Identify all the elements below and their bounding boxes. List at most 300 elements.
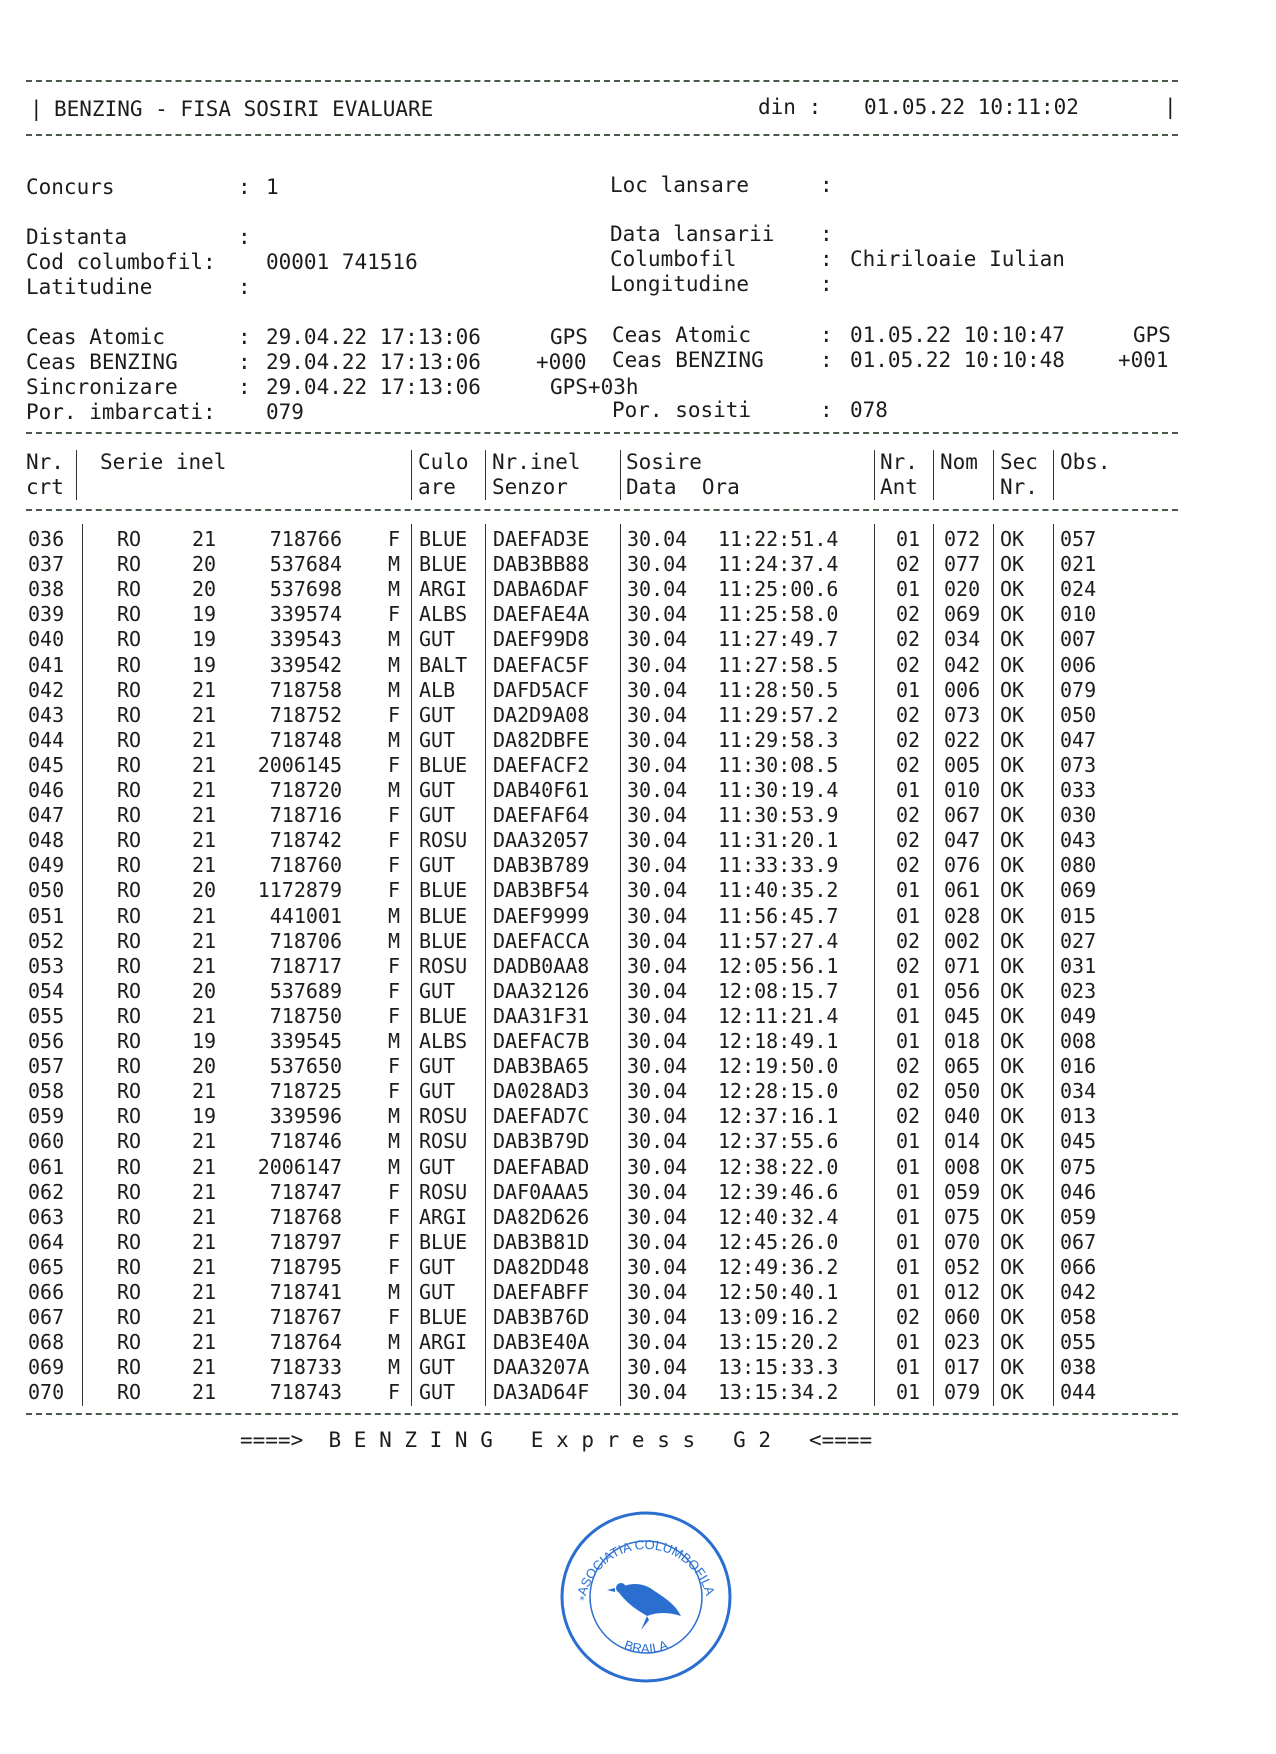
cell-sensor: DAB3B76D <box>493 1305 590 1330</box>
cell-sec: OK <box>1000 1330 1025 1355</box>
pigeon-icon <box>607 1583 681 1630</box>
cell-nom: 018 <box>944 1029 981 1053</box>
cell-country: RO <box>117 828 142 853</box>
cell-ring: 718706 <box>269 928 342 953</box>
cell-obs: 044 <box>1060 1380 1097 1405</box>
cell-obs: 013 <box>1060 1104 1097 1129</box>
cell-obs: 007 <box>1060 627 1097 652</box>
cell-sec: OK <box>1000 1380 1025 1405</box>
cell-sensor: DAA31F31 <box>493 1003 590 1028</box>
cell-obs: 034 <box>1060 1079 1097 1104</box>
cell-nom: 006 <box>944 677 981 702</box>
header-bottom-rule <box>26 134 1178 136</box>
cell-time: 12:39:46.6 <box>718 1179 839 1204</box>
cell-date: 30.04 <box>627 1179 688 1204</box>
cell-nr: 059 <box>28 1104 65 1129</box>
cell-sex: F <box>388 878 401 903</box>
cell-sensor: DAFD5ACF <box>493 677 590 702</box>
cell-time: 11:30:19.4 <box>718 778 839 802</box>
cell-country: RO <box>117 1229 142 1254</box>
cell-date: 30.04 <box>627 1104 688 1129</box>
cell-year: 21 <box>192 1330 217 1355</box>
cell-sex: F <box>388 1305 401 1330</box>
cell-ring: 718768 <box>269 1204 342 1229</box>
cell-ant: 02 <box>896 727 921 752</box>
cell-ring: 339574 <box>269 602 342 627</box>
cell-ant: 02 <box>896 652 921 677</box>
cell-year: 21 <box>192 803 217 828</box>
cell-year: 21 <box>192 752 217 777</box>
cell-color: ARGI <box>419 1330 468 1355</box>
concurs-label: Concurs <box>26 175 115 199</box>
cell-sec: OK <box>1000 1229 1025 1254</box>
cell-sensor: DAEFAD7C <box>493 1104 590 1129</box>
cell-sex: F <box>388 752 401 777</box>
cell-date: 30.04 <box>627 1029 688 1053</box>
cell-obs: 045 <box>1060 1129 1097 1154</box>
cell-sec: OK <box>1000 953 1025 978</box>
cell-country: RO <box>117 1330 142 1355</box>
hdr-sep <box>485 450 486 500</box>
cell-time: 12:37:16.1 <box>718 1104 839 1129</box>
cell-sec: OK <box>1000 1204 1025 1229</box>
cell-ant: 02 <box>896 627 921 652</box>
cell-time: 12:28:15.0 <box>718 1079 839 1104</box>
cell-sex: M <box>388 652 401 677</box>
cell-color: GUT <box>419 978 456 1003</box>
cell-time: 11:30:53.9 <box>718 803 839 828</box>
ceas-benzing-right-colon: : <box>820 348 833 372</box>
cell-ant: 01 <box>896 1280 921 1304</box>
data-lansarii-label: Data lansarii <box>610 222 775 246</box>
cell-date: 30.04 <box>627 1305 688 1330</box>
cell-nr: 053 <box>28 953 65 978</box>
cell-year: 21 <box>192 778 217 802</box>
cell-year: 19 <box>192 1029 217 1053</box>
cell-ant: 02 <box>896 928 921 953</box>
cell-nr: 068 <box>28 1330 65 1355</box>
cell-obs: 059 <box>1060 1204 1097 1229</box>
hdr-sep <box>1053 450 1054 500</box>
cell-ring: 339545 <box>269 1029 342 1053</box>
cell-nr: 041 <box>28 652 65 677</box>
col-inel-2: Senzor <box>492 475 568 499</box>
cell-obs: 024 <box>1060 577 1097 602</box>
cell-nr: 043 <box>28 702 65 727</box>
cell-color: ALB <box>419 677 456 702</box>
col-sosire-2: Data Ora <box>626 475 740 499</box>
cell-nom: 061 <box>944 878 981 903</box>
cell-sec: OK <box>1000 1154 1025 1179</box>
col-sec-1: Sec <box>1000 450 1038 474</box>
cell-ring: 718758 <box>269 677 342 702</box>
cell-sensor: DAEFAC5F <box>493 652 590 677</box>
cell-ring: 718742 <box>269 828 342 853</box>
cell-sec: OK <box>1000 853 1025 878</box>
cell-year: 21 <box>192 1380 217 1405</box>
cell-country: RO <box>117 778 142 802</box>
cell-color: BLUE <box>419 1229 468 1254</box>
cell-time: 11:24:37.4 <box>718 552 839 577</box>
data-lansarii-colon: : <box>820 222 833 246</box>
cell-obs: 079 <box>1060 677 1097 702</box>
cell-obs: 027 <box>1060 928 1097 953</box>
cell-ring: 718795 <box>269 1254 342 1279</box>
cell-sensor: DAEFAE4A <box>493 602 590 627</box>
cell-ant: 01 <box>896 1179 921 1204</box>
cell-year: 21 <box>192 1229 217 1254</box>
row-sep <box>933 524 934 1406</box>
cell-date: 30.04 <box>627 527 688 551</box>
cell-nom: 070 <box>944 1229 981 1254</box>
por-imbarcati-label: Por. imbarcati: <box>26 400 216 424</box>
cell-year: 21 <box>192 1079 217 1104</box>
cell-obs: 021 <box>1060 552 1097 577</box>
cell-country: RO <box>117 1003 142 1028</box>
cell-nom: 014 <box>944 1129 981 1154</box>
cell-ant: 01 <box>896 677 921 702</box>
cell-time: 11:27:58.5 <box>718 652 839 677</box>
por-sositi-label: Por. sositi <box>612 398 752 422</box>
cell-nr: 042 <box>28 677 65 702</box>
cell-nom: 023 <box>944 1330 981 1355</box>
cell-ant: 01 <box>896 903 921 928</box>
cell-nr: 052 <box>28 928 65 953</box>
cell-obs: 046 <box>1060 1179 1097 1204</box>
cell-ring: 718716 <box>269 803 342 828</box>
cell-sex: F <box>388 602 401 627</box>
cell-time: 11:31:20.1 <box>718 828 839 853</box>
cell-sex: M <box>388 778 401 802</box>
cell-ant: 02 <box>896 953 921 978</box>
cell-sec: OK <box>1000 727 1025 752</box>
cell-date: 30.04 <box>627 752 688 777</box>
cell-nom: 045 <box>944 1003 981 1028</box>
cell-ant: 02 <box>896 1305 921 1330</box>
cell-sec: OK <box>1000 778 1025 802</box>
row-sep <box>874 524 875 1406</box>
cell-nom: 008 <box>944 1154 981 1179</box>
cell-color: GUT <box>419 1054 456 1079</box>
cell-sec: OK <box>1000 1079 1025 1104</box>
cell-sensor: DAEFACCA <box>493 928 590 953</box>
cell-color: GUT <box>419 627 456 652</box>
cell-sex: M <box>388 627 401 652</box>
ceas-atomic-left-sfx: GPS <box>550 325 588 349</box>
cell-color: GUT <box>419 853 456 878</box>
hdr-sep <box>933 450 934 500</box>
cell-ant: 01 <box>896 1003 921 1028</box>
cell-sec: OK <box>1000 1029 1025 1053</box>
concurs-value: 1 <box>266 175 279 199</box>
ceas-atomic-right-colon: : <box>820 323 833 347</box>
col-nr-2: crt <box>26 475 64 499</box>
distanta-colon: : <box>238 225 251 249</box>
cell-date: 30.04 <box>627 602 688 627</box>
cell-ant: 01 <box>896 778 921 802</box>
cell-ring: 718747 <box>269 1179 342 1204</box>
cell-sec: OK <box>1000 627 1025 652</box>
cell-ring: 537684 <box>269 552 342 577</box>
ceas-atomic-right-sfx: GPS <box>1133 323 1171 347</box>
cell-obs: 038 <box>1060 1355 1097 1380</box>
cell-color: ARGI <box>419 577 468 602</box>
cell-time: 11:40:35.2 <box>718 878 839 903</box>
cell-year: 21 <box>192 1003 217 1028</box>
cell-sec: OK <box>1000 978 1025 1003</box>
cell-sensor: DA82D626 <box>493 1204 590 1229</box>
cell-obs: 057 <box>1060 527 1097 551</box>
cell-nom: 065 <box>944 1054 981 1079</box>
cell-sensor: DAB3B81D <box>493 1229 590 1254</box>
ceas-atomic-label-right: Ceas Atomic <box>612 323 752 347</box>
cell-color: BLUE <box>419 903 468 928</box>
row-sep <box>993 524 994 1406</box>
cell-ring: 718743 <box>269 1380 342 1405</box>
hdr-sep <box>411 450 412 500</box>
cell-sensor: DAEFABAD <box>493 1154 590 1179</box>
cell-sec: OK <box>1000 652 1025 677</box>
cell-nr: 054 <box>28 978 65 1003</box>
cell-sex: M <box>388 1355 401 1380</box>
cell-ant: 01 <box>896 1229 921 1254</box>
cell-nr: 056 <box>28 1029 65 1053</box>
cell-date: 30.04 <box>627 1003 688 1028</box>
cell-ring: 537698 <box>269 577 342 602</box>
cell-obs: 075 <box>1060 1154 1097 1179</box>
cell-sensor: DAB3B789 <box>493 853 590 878</box>
cell-sex: M <box>388 677 401 702</box>
cell-nr: 058 <box>28 1079 65 1104</box>
cell-color: ROSU <box>419 828 468 853</box>
cell-sensor: DAB3B79D <box>493 1129 590 1154</box>
cell-year: 21 <box>192 527 217 551</box>
cell-country: RO <box>117 853 142 878</box>
cell-ant: 01 <box>896 1254 921 1279</box>
cell-time: 12:49:36.2 <box>718 1254 839 1279</box>
ceas-atomic-left: 29.04.22 17:13:06 <box>266 325 481 349</box>
cell-color: BLUE <box>419 527 468 551</box>
cell-obs: 049 <box>1060 1003 1097 1028</box>
cell-color: BLUE <box>419 878 468 903</box>
cell-nom: 010 <box>944 778 981 802</box>
cell-time: 12:19:50.0 <box>718 1054 839 1079</box>
cell-country: RO <box>117 1179 142 1204</box>
cell-color: GUT <box>419 778 456 802</box>
cell-year: 21 <box>192 727 217 752</box>
cell-color: BLUE <box>419 1003 468 1028</box>
cell-ring: 718733 <box>269 1355 342 1380</box>
cell-color: ARGI <box>419 1204 468 1229</box>
cell-sex: M <box>388 1029 401 1053</box>
cell-time: 11:56:45.7 <box>718 903 839 928</box>
cell-ring: 718717 <box>269 953 342 978</box>
cell-obs: 023 <box>1060 978 1097 1003</box>
cell-ring: 718766 <box>269 527 342 551</box>
cell-nom: 047 <box>944 828 981 853</box>
col-serie: Serie inel <box>100 450 227 474</box>
sincronizare-sfx: GPS+03h <box>550 375 639 399</box>
cell-country: RO <box>117 652 142 677</box>
cell-time: 11:30:08.5 <box>718 752 839 777</box>
cell-date: 30.04 <box>627 1079 688 1104</box>
cell-ant: 02 <box>896 1054 921 1079</box>
cell-ring: 339543 <box>269 627 342 652</box>
cell-nom: 022 <box>944 727 981 752</box>
cell-color: GUT <box>419 1079 456 1104</box>
cell-nom: 002 <box>944 928 981 953</box>
cell-year: 21 <box>192 1154 217 1179</box>
cell-nr: 055 <box>28 1003 65 1028</box>
cell-time: 11:28:50.5 <box>718 677 839 702</box>
cell-obs: 047 <box>1060 727 1097 752</box>
cell-date: 30.04 <box>627 903 688 928</box>
latitudine-colon: : <box>238 275 251 299</box>
cell-sex: M <box>388 903 401 928</box>
row-sep <box>82 524 83 1406</box>
cell-sex: F <box>388 1054 401 1079</box>
cell-year: 21 <box>192 903 217 928</box>
cell-nr: 040 <box>28 627 65 652</box>
cell-country: RO <box>117 527 142 551</box>
cell-ant: 01 <box>896 1330 921 1355</box>
ceas-benzing-left-sfx: +000 <box>536 350 587 374</box>
cell-year: 19 <box>192 627 217 652</box>
cell-time: 11:33:33.9 <box>718 853 839 878</box>
cell-nr: 065 <box>28 1254 65 1279</box>
cell-year: 21 <box>192 1129 217 1154</box>
cell-obs: 031 <box>1060 953 1097 978</box>
cell-country: RO <box>117 1380 142 1405</box>
cell-ring: 718746 <box>269 1129 342 1154</box>
cell-nr: 057 <box>28 1054 65 1079</box>
cell-sex: M <box>388 1330 401 1355</box>
page-title: BENZING - FISA SOSIRI EVALUARE <box>54 97 434 121</box>
cell-sex: F <box>388 1079 401 1104</box>
cell-nom: 012 <box>944 1280 981 1304</box>
cell-date: 30.04 <box>627 652 688 677</box>
cell-ring: 718767 <box>269 1305 342 1330</box>
row-sep <box>485 524 486 1406</box>
row-sep <box>411 524 412 1406</box>
cell-nom: 028 <box>944 903 981 928</box>
table-header-rule <box>26 509 1178 511</box>
cell-country: RO <box>117 677 142 702</box>
cell-country: RO <box>117 1054 142 1079</box>
cell-sensor: DA82DBFE <box>493 727 590 752</box>
cell-color: ROSU <box>419 1179 468 1204</box>
cell-color: ALBS <box>419 602 468 627</box>
cell-sec: OK <box>1000 928 1025 953</box>
cell-nr: 050 <box>28 878 65 903</box>
cell-sensor: DAB3BB88 <box>493 552 590 577</box>
cell-date: 30.04 <box>627 878 688 903</box>
cell-nr: 070 <box>28 1380 65 1405</box>
cell-nr: 069 <box>28 1355 65 1380</box>
star-icon: * <box>579 1595 586 1606</box>
cell-obs: 050 <box>1060 702 1097 727</box>
cell-sec: OK <box>1000 1280 1025 1304</box>
col-sec-2: Nr. <box>1000 475 1038 499</box>
header-left-bar: | <box>30 97 43 121</box>
por-sositi-colon: : <box>820 398 833 422</box>
cell-obs: 030 <box>1060 803 1097 828</box>
cell-ring: 339596 <box>269 1104 342 1129</box>
cell-country: RO <box>117 878 142 903</box>
cell-time: 12:45:26.0 <box>718 1229 839 1254</box>
cell-ant: 01 <box>896 1204 921 1229</box>
cell-color: ROSU <box>419 953 468 978</box>
cell-year: 20 <box>192 577 217 602</box>
col-ant-2: Ant <box>880 475 918 499</box>
cell-year: 21 <box>192 853 217 878</box>
ceas-benzing-colon: : <box>238 350 251 374</box>
cell-ring: 718760 <box>269 853 342 878</box>
cell-country: RO <box>117 903 142 928</box>
cell-time: 13:09:16.2 <box>718 1305 839 1330</box>
cell-nr: 060 <box>28 1129 65 1154</box>
cell-time: 12:38:22.0 <box>718 1154 839 1179</box>
cell-time: 11:25:00.6 <box>718 577 839 602</box>
cell-ring: 718764 <box>269 1330 342 1355</box>
cell-ant: 01 <box>896 1355 921 1380</box>
cell-time: 11:29:57.2 <box>718 702 839 727</box>
cell-obs: 015 <box>1060 903 1097 928</box>
cell-sensor: DAEFAD3E <box>493 527 590 551</box>
cell-sensor: DAEF9999 <box>493 903 590 928</box>
cell-sensor: DA3AD64F <box>493 1380 590 1405</box>
cell-sec: OK <box>1000 828 1025 853</box>
cell-nr: 046 <box>28 778 65 802</box>
cell-ring: 1172879 <box>257 878 342 903</box>
cell-color: ROSU <box>419 1104 468 1129</box>
cell-nr: 061 <box>28 1154 65 1179</box>
cell-nr: 066 <box>28 1280 65 1304</box>
cell-sensor: DAA32126 <box>493 978 590 1003</box>
cell-nom: 077 <box>944 552 981 577</box>
cell-ant: 02 <box>896 702 921 727</box>
columbofil-value: Chiriloaie Iulian <box>850 247 1065 271</box>
cell-nom: 020 <box>944 577 981 602</box>
cell-nr: 063 <box>28 1204 65 1229</box>
cell-nr: 039 <box>28 602 65 627</box>
cell-year: 21 <box>192 1305 217 1330</box>
cell-country: RO <box>117 978 142 1003</box>
cell-time: 13:15:33.3 <box>718 1355 839 1380</box>
cell-nr: 064 <box>28 1229 65 1254</box>
cell-date: 30.04 <box>627 853 688 878</box>
distanta-label: Distanta <box>26 225 128 249</box>
cell-nom: 034 <box>944 627 981 652</box>
cell-ring: 339542 <box>269 652 342 677</box>
col-inel-1: Nr.inel <box>492 450 581 474</box>
cell-date: 30.04 <box>627 552 688 577</box>
cell-sec: OK <box>1000 1305 1025 1330</box>
cell-ant: 02 <box>896 853 921 878</box>
cell-sec: OK <box>1000 1003 1025 1028</box>
cell-sex: F <box>388 828 401 853</box>
cell-sex: F <box>388 853 401 878</box>
cell-country: RO <box>117 1104 142 1129</box>
cell-year: 21 <box>192 1280 217 1304</box>
cell-date: 30.04 <box>627 828 688 853</box>
cell-nom: 050 <box>944 1079 981 1104</box>
cell-sec: OK <box>1000 903 1025 928</box>
cell-obs: 067 <box>1060 1229 1097 1254</box>
cell-year: 20 <box>192 1054 217 1079</box>
loc-lansare-colon: : <box>820 173 833 197</box>
cell-nom: 079 <box>944 1380 981 1405</box>
